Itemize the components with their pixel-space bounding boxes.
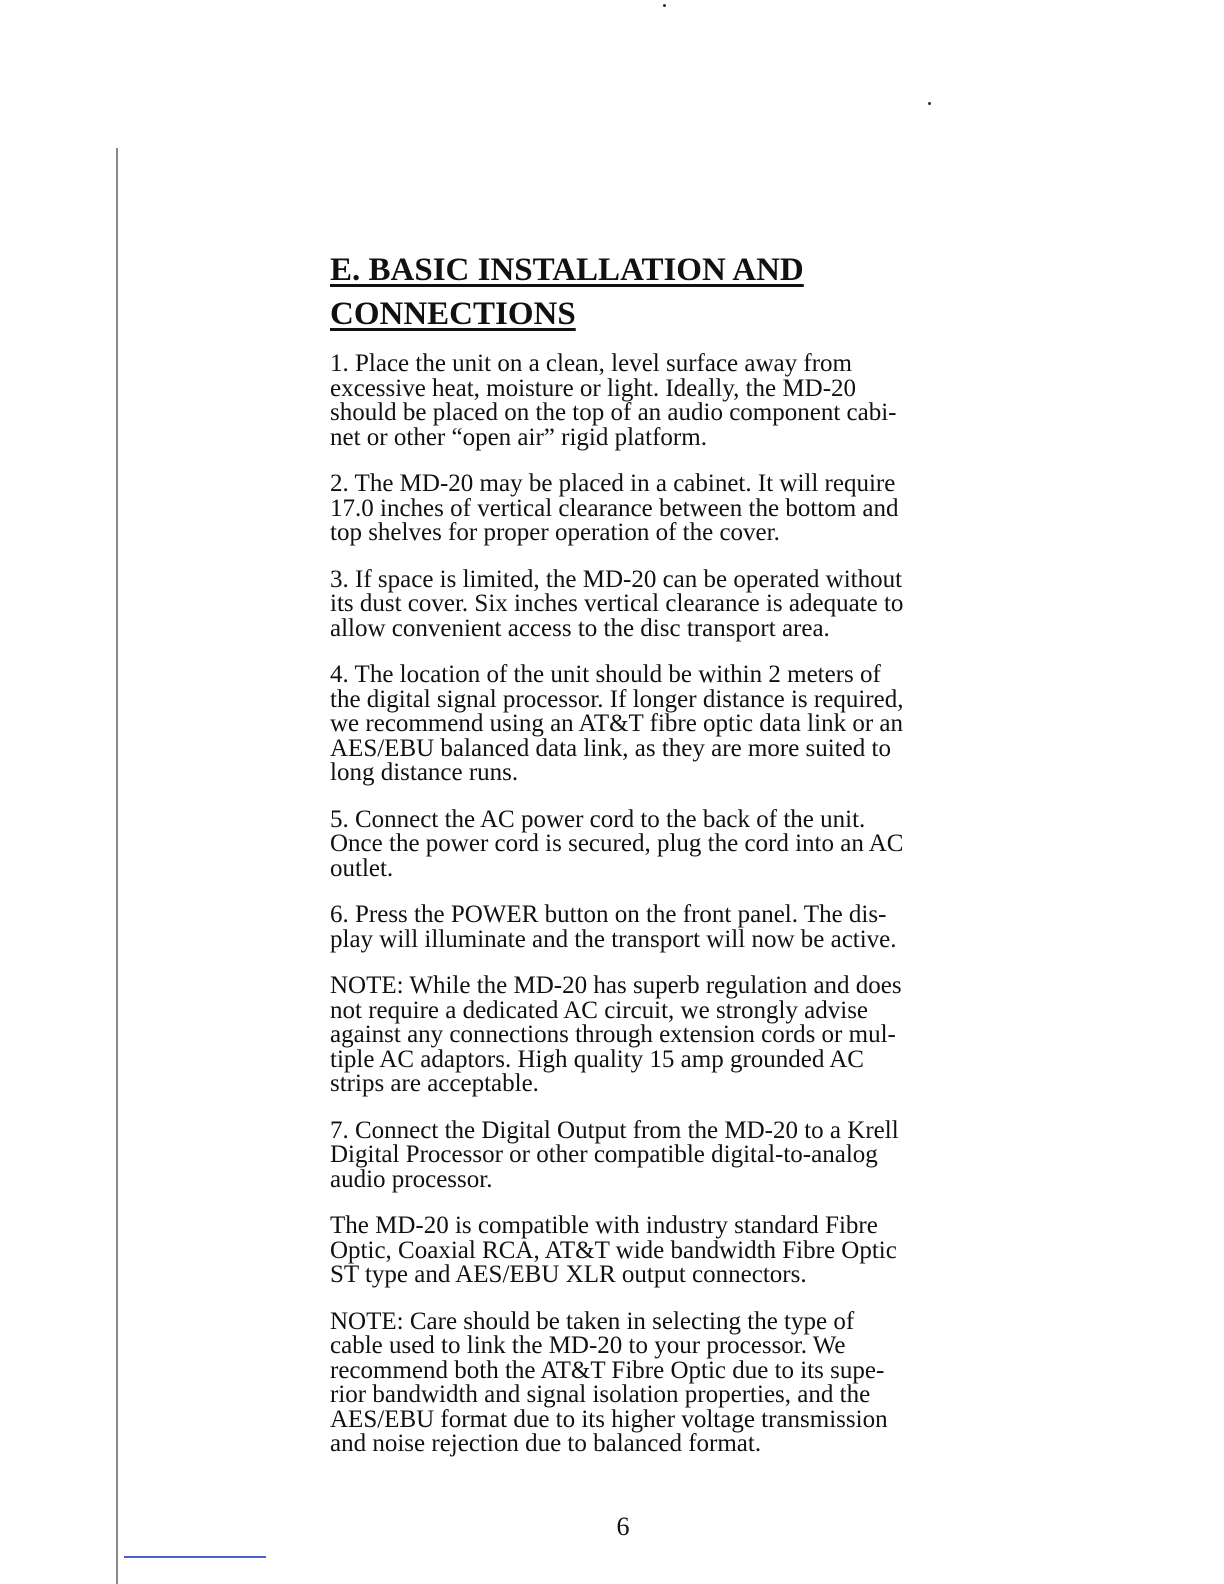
scan-speck [663, 4, 666, 7]
scan-speck [928, 102, 931, 105]
page-content [330, 248, 980, 1479]
paragraph-step-3: 3. If space is limited, the MD-20 can be operated without its dust cover. Six inches vertical clearance is adequate to allow convenient access to the disc transport area. [330, 565, 904, 642]
scan-margin-line [116, 148, 118, 1584]
paragraph-step-2: 2. The MD-20 may be placed in a cabinet. It will require 17.0 inches of vertical clearance between the bottom and top shelves for proper operation of the cover. [330, 470, 899, 546]
section-heading-line-1: E. BASIC INSTALLATION AND [330, 252, 804, 288]
paragraph-note-power: NOTE: While the MD-20 has superb regulation and does not require a dedicated AC circuit, we strongly advise against any connections through extension cords or mul- tiple AC adaptors. High quality 15 amp grounded AC strips are acceptable. [330, 972, 902, 1097]
paragraph-step-7: 7. Connect the Digital Output from the MD-20 to a Krell Digital Processor or other compatible digital-to-analog audio processor. [330, 1116, 899, 1193]
scan-bottom-mark [124, 1556, 266, 1558]
paragraph-step-1: 1. Place the unit on a clean, level surface away from excessive heat, moisture or light. Ideally, the MD-20 should be placed on the top of an audio component cabi- net or other “open air” rigid platform. [330, 350, 897, 451]
paragraph-step-6: 6. Press the POWER button on the front panel. The dis- play will illuminate and the transport will now be active. [330, 901, 897, 953]
paragraph-note-cable: NOTE: Care should be taken in selecting the type of cable used to link the MD-20 to your processor. We recommend both the AT&T Fibre Optic due to its supe- rior bandwidth and signal isolation properties, and the AES/EBU format due to its higher voltage transmission and noise rejection due to balanced format. [330, 1307, 888, 1457]
paragraph-compatibility: The MD-20 is compatible with industry standard Fibre Optic, Coaxial RCA, AT&T wide bandwidth Fibre Optic ST type and AES/EBU XLR output connectors. [330, 1212, 897, 1288]
paragraph-step-5: 5. Connect the AC power cord to the back of the unit. Once the power cord is secured, plug the cord into an AC outlet. [330, 805, 904, 882]
paragraph-step-4: 4. The location of the unit should be within 2 meters of the digital signal processor. If longer distance is required, we recommend using an AT&T fibre optic data link or an AES/EBU balanced data link, as they are more suited to long distance runs. [330, 661, 904, 786]
page-number: 6 [616, 1512, 630, 1541]
section-heading [330, 248, 980, 336]
section-heading-line-2: CONNECTIONS [330, 296, 576, 332]
